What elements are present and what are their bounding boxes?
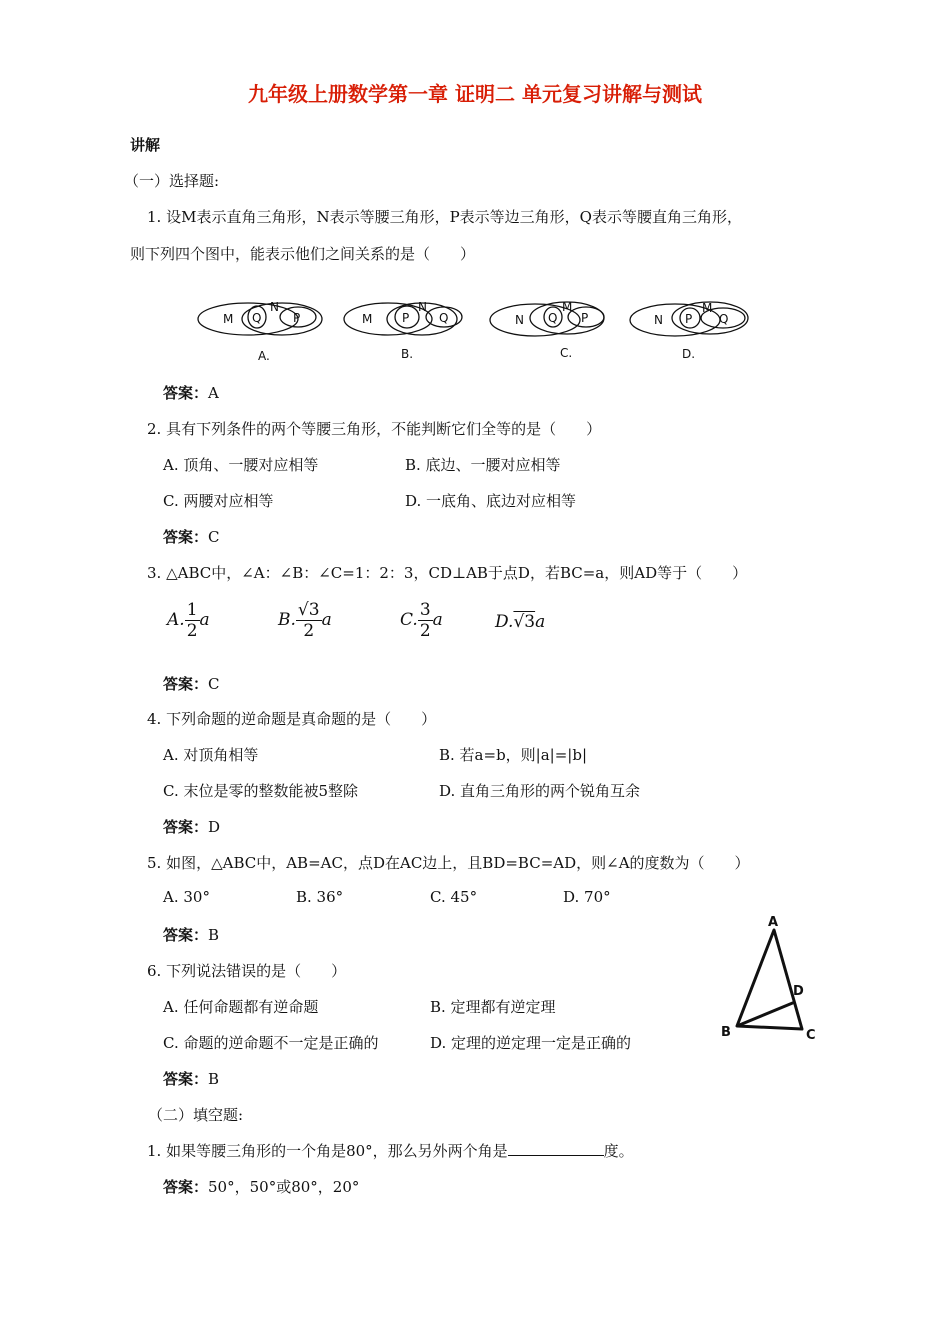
q4-option-b: B. 若a=b，则|a|=|b| <box>439 746 588 764</box>
venn-b-caption: B. <box>401 347 414 361</box>
venn-b-label-4: Q <box>439 311 449 325</box>
q1-answer: 答案：A <box>163 384 219 402</box>
venn-a-label-3: N <box>270 300 279 314</box>
part1-heading: （一）选择题: <box>124 172 220 190</box>
q3-stem: 3. △ABC中，∠A：∠B：∠C=1：2：3，CD⊥AB于点D，若BC=a，则AD等于（ ） <box>147 564 748 582</box>
f1-answer-blank <box>508 1141 604 1156</box>
q2-option-a: A. 顶角、一腰对应相等 <box>163 456 319 474</box>
q6-option-a: A. 任何命题都有逆命题 <box>163 998 319 1016</box>
section-heading: 讲解 <box>130 136 161 154</box>
q5-option-d: D. 70° <box>563 888 611 906</box>
q3-option-d: D.√3a <box>495 612 546 632</box>
q2-option-d: D. 一底角、底边对应相等 <box>405 492 577 510</box>
vertex-label-d: D <box>793 984 804 999</box>
part2-heading: （二）填空题: <box>148 1106 244 1124</box>
page-title: 九年级上册数学第一章 证明二 单元复习讲解与测试 <box>248 82 702 106</box>
q6-option-c: C. 命题的逆命题不一定是正确的 <box>163 1034 379 1052</box>
venn-d-label-2: P <box>685 312 693 326</box>
q3-option-c: C. $\frac{3}{2}$ a <box>400 600 443 641</box>
q1-venn-diagrams <box>190 292 765 372</box>
venn-b-label-1: M <box>362 312 373 326</box>
q3-answer: 答案：C <box>163 675 220 693</box>
venn-a-caption: A. <box>258 349 270 363</box>
vertex-label-b: B <box>721 1025 731 1040</box>
venn-d-label-4: Q <box>719 312 729 326</box>
vertex-label-c: C <box>806 1028 816 1042</box>
q5-triangle-figure <box>715 912 825 1042</box>
venn-c-label-3: M <box>562 300 573 314</box>
q5-stem: 5. 如图，△ABC中，AB=AC，点D在AC边上，且BD=BC=AD，则∠A的度数为（ ） <box>147 854 750 872</box>
q5-option-b: B. 36° <box>296 888 344 906</box>
q4-option-d: D. 直角三角形的两个锐角互余 <box>439 782 641 800</box>
venn-b-label-3: N <box>418 300 427 314</box>
venn-c-label-1: N <box>515 313 524 327</box>
q3-option-b: B. $\frac{√3}{2}$ a <box>278 600 332 641</box>
q6-stem: 6. 下列说法错误的是（ ） <box>147 962 347 980</box>
venn-c-label-2: Q <box>548 311 558 325</box>
venn-d-label-1: N <box>654 313 663 327</box>
q6-option-d: D. 定理的逆定理一定是正确的 <box>430 1034 632 1052</box>
f1-answer: 答案：50°，50°或80°，20° <box>163 1178 360 1196</box>
q5-option-c: C. 45° <box>430 888 478 906</box>
venn-a-label-2: Q <box>252 311 262 325</box>
vertex-label-a: A <box>768 915 779 930</box>
f1-stem: 1. 如果等腰三角形的一个角是80°，那么另外两个角是 度。 <box>147 1142 634 1160</box>
q4-stem: 4. 下列命题的逆命题是真命题的是（ ） <box>147 710 437 728</box>
q6-answer: 答案：B <box>163 1070 220 1088</box>
q4-option-a: A. 对顶角相等 <box>163 746 259 764</box>
q2-option-b: B. 底边、一腰对应相等 <box>405 456 561 474</box>
q4-answer: 答案：D <box>163 818 221 836</box>
q2-answer: 答案：C <box>163 528 220 546</box>
q2-stem: 2. 具有下列条件的两个等腰三角形，不能判断它们全等的是（ ） <box>147 420 602 438</box>
venn-c-label-4: P <box>581 311 589 325</box>
venn-c-caption: C. <box>560 346 573 360</box>
q3-option-a: A. $\frac{1}{2}$ a <box>167 600 210 641</box>
q5-option-a: A. 30° <box>163 888 210 906</box>
venn-a-label-1: M <box>223 312 234 326</box>
venn-d-caption: D. <box>682 347 696 361</box>
q2-option-c: C. 两腰对应相等 <box>163 492 274 510</box>
q5-answer: 答案：B <box>163 926 220 944</box>
q1-stem-line1: 1. 设M表示直角三角形，N表示等腰三角形，P表示等边三角形，Q表示等腰直角三角形， <box>147 208 742 226</box>
q6-option-b: B. 定理都有逆定理 <box>430 998 556 1016</box>
venn-b-label-2: P <box>402 311 410 325</box>
q1-stem-line2: 则下列四个图中，能表示他们之间关系的是（ ） <box>130 245 476 263</box>
q4-option-c: C. 末位是零的整数能被5整除 <box>163 782 359 800</box>
venn-d-label-3: M <box>702 301 713 315</box>
venn-a-label-4: P <box>293 311 301 325</box>
